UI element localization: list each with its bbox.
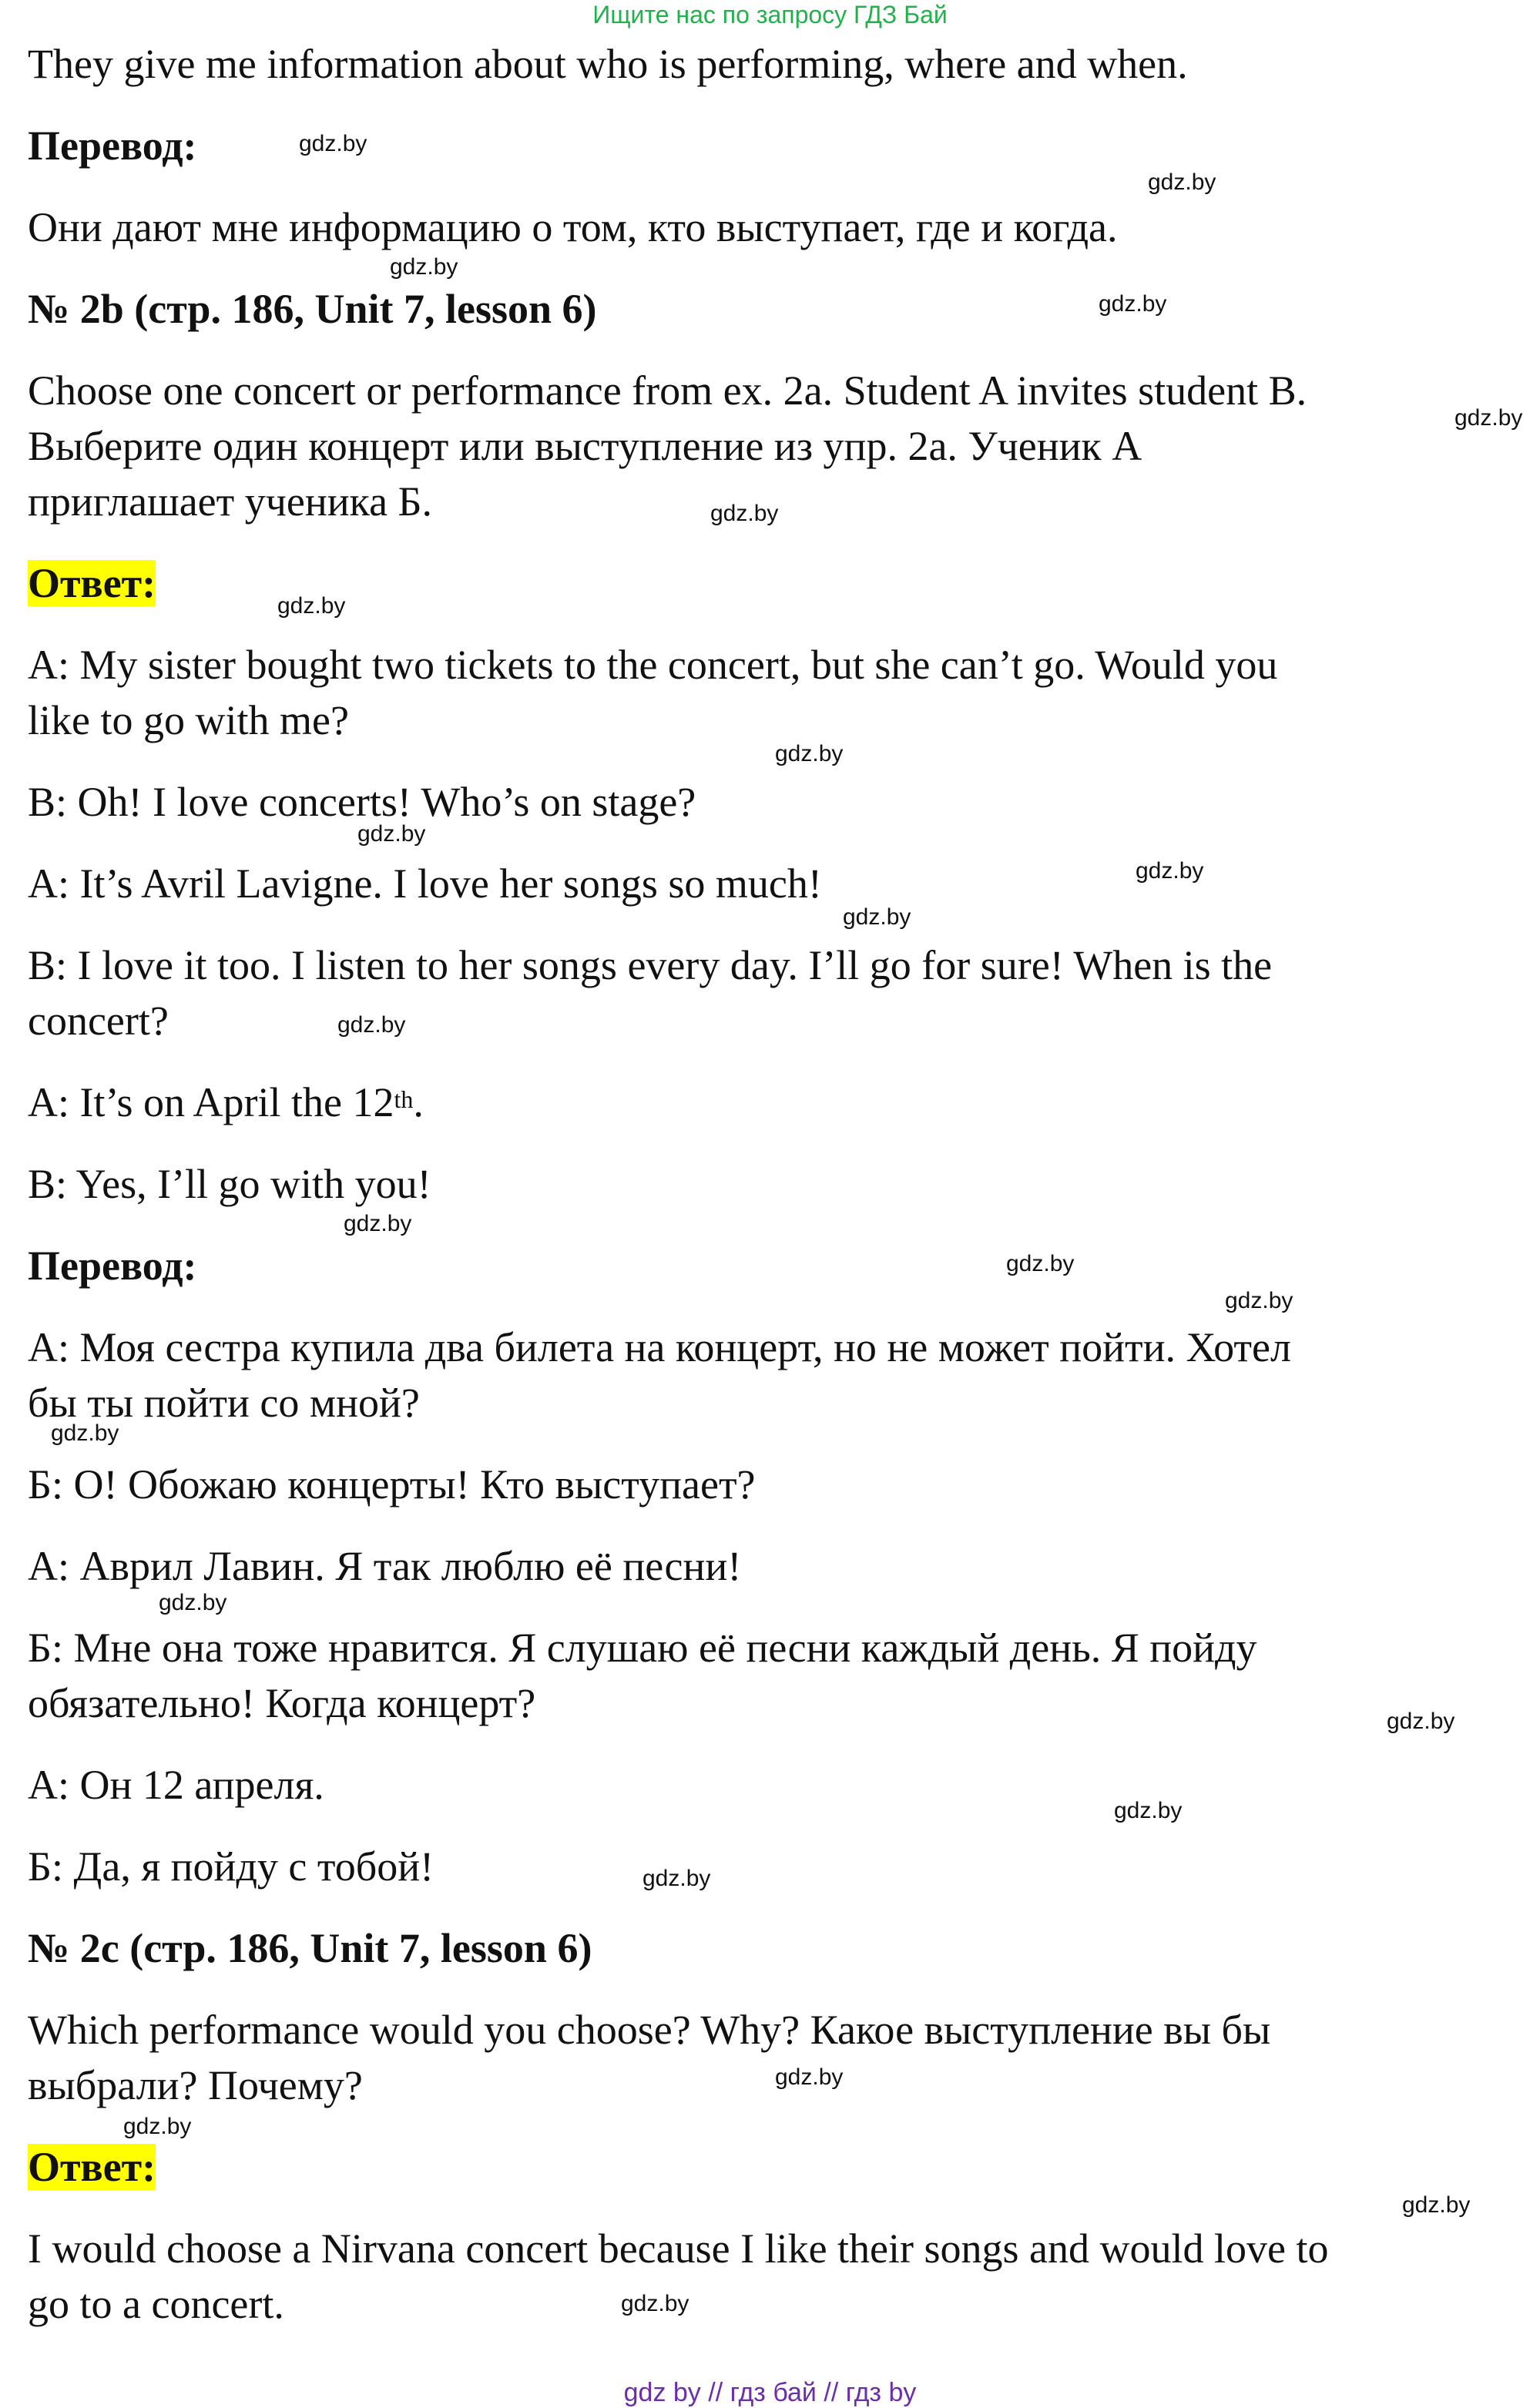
watermark: gdz.by — [775, 2064, 844, 2090]
dialogue-text: . — [413, 1079, 424, 1125]
answer-heading — [28, 2143, 156, 2191]
watermark: gdz.by — [843, 904, 911, 930]
watermark: gdz.by — [1099, 291, 1167, 317]
dialogue-line: A: My sister bought two tickets to the concert, but she can’t go. Would you — [28, 642, 1278, 688]
dialogue-line: like to go with me? — [28, 697, 349, 743]
watermark: gdz.by — [51, 1420, 119, 1446]
dialogue-line: B: Yes, I’ll go with you! — [28, 1161, 431, 1207]
answer-label: Ответ: — [28, 560, 156, 606]
watermark: gdz.by — [643, 1866, 711, 1891]
text-line: Они дают мне информацию о том, кто выступает, где и когда. — [28, 204, 1118, 250]
task-text: выбрали? Почему? — [28, 2062, 363, 2108]
dialogue-line: B: I love it too. I listen to her songs every day. I’ll go for sure! When is the — [28, 942, 1273, 988]
watermark: gdz.by — [159, 1590, 227, 1615]
watermark: gdz.by — [1454, 405, 1523, 431]
watermark: gdz.by — [1387, 1709, 1455, 1734]
watermark: gdz.by — [277, 593, 346, 619]
dialogue-line: A: It’s Avril Lavigne. I love her songs so much! — [28, 860, 822, 907]
answer-text: go to a concert. — [28, 2281, 284, 2327]
watermark: gdz.by — [1225, 1288, 1293, 1313]
watermark: gdz.by — [337, 1012, 406, 1038]
dialogue-line: бы ты пойти со мной? — [28, 1380, 420, 1426]
watermark: gdz.by — [1148, 169, 1216, 195]
task-text: приглашает ученика Б. — [28, 478, 433, 525]
watermark: gdz.by — [1402, 2192, 1471, 2218]
answer-text: I would choose a Nirvana concert because I like their songs and would love to — [28, 2225, 1329, 2272]
footer-links: gdz by // гдз бай // гдз by — [623, 2378, 917, 2407]
translation-heading: Перевод: — [28, 122, 197, 169]
task-text: Which performance would you choose? Why? Какое выступление вы бы — [28, 2007, 1271, 2053]
dialogue-text: A: It’s on April the 12 — [28, 1079, 394, 1125]
text-line: They give me information about who is performing, where and when. — [28, 41, 1188, 87]
dialogue-line: B: Oh! I love concerts! Who’s on stage? — [28, 779, 696, 825]
dialogue-line: А: Моя сестра купила два билета на концерт, но не может пойти. Хотел — [28, 1324, 1291, 1370]
dialogue-line: А: Аврил Лавин. Я так люблю её песни! — [28, 1543, 742, 1589]
watermark: gdz.by — [299, 131, 367, 156]
task-text: Choose one concert or performance from ex. 2a. Student A invites student B. — [28, 367, 1307, 414]
dialogue-line: Б: О! Обожаю концерты! Кто выступает? — [28, 1461, 756, 1508]
watermark: gdz.by — [1136, 858, 1204, 884]
watermark: gdz.by — [775, 741, 844, 766]
exercise-heading: № 2c (стр. 186, Unit 7, lesson 6) — [28, 1925, 592, 1971]
dialogue-line — [28, 1078, 424, 1126]
task-text: Выберите один концерт или выступление из упр. 2a. Ученик А — [28, 423, 1142, 469]
dialogue-line: concert? — [28, 998, 169, 1044]
answer-heading — [28, 559, 156, 607]
watermark: gdz.by — [1114, 1798, 1183, 1823]
watermark: gdz.by — [710, 501, 779, 526]
dialogue-line: А: Он 12 апреля. — [28, 1762, 324, 1808]
exercise-heading: № 2b (стр. 186, Unit 7, lesson 6) — [28, 286, 597, 332]
watermark: gdz.by — [390, 254, 458, 280]
ordinal-suffix: th — [394, 1085, 414, 1113]
watermark: gdz.by — [621, 2291, 689, 2316]
watermark: gdz.by — [123, 2114, 192, 2139]
watermark: gdz.by — [357, 821, 426, 847]
watermark: gdz.by — [344, 1211, 412, 1236]
dialogue-line: Б: Мне она тоже нравится. Я слушаю её песни каждый день. Я пойду — [28, 1625, 1257, 1671]
search-banner: Ищите нас по запросу ГДЗ Бай — [592, 1, 948, 29]
watermark: gdz.by — [1006, 1251, 1075, 1276]
dialogue-line: Б: Да, я пойду с тобой! — [28, 1843, 434, 1890]
dialogue-line: обязательно! Когда концерт? — [28, 1680, 536, 1726]
translation-heading: Перевод: — [28, 1243, 197, 1289]
answer-label: Ответ: — [28, 2144, 156, 2190]
